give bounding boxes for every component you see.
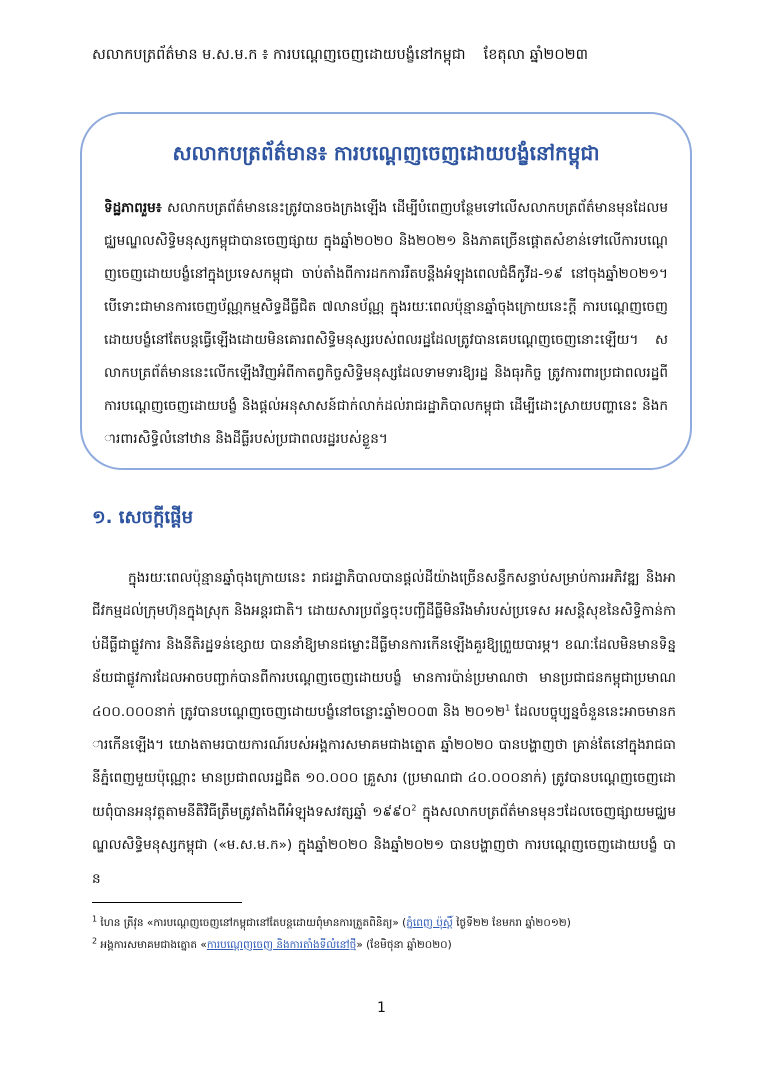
running-header-title: សលាកបត្រព័ត៌មាន ម.ស.ម.ក ៖ ការបណ្តេញចេញដោយបង្ខំនៅកម្ពុជា — [92, 47, 466, 63]
footnote-2-number: 2 — [92, 936, 98, 946]
footnote-1-date: ថ្ងៃទី២២ ខែមករា ឆ្នាំ២០១២) — [452, 917, 571, 929]
footnote-separator — [92, 902, 242, 903]
footnote-2 — [92, 934, 692, 956]
introduction-paragraph — [92, 562, 676, 887]
summary-title: សលាកបត្រព័ត៌មាន៖ ការបណ្តេញចេញដោយបង្ខំនៅកម្ពុជា — [172, 141, 600, 165]
footnote-2-text: អង្គការសមាគមជាងត្នោត « — [97, 939, 207, 951]
footnote-ref-1[interactable]: 1 — [505, 703, 511, 713]
footnotes — [92, 912, 692, 956]
summary-box — [80, 112, 692, 470]
introduction-text-part-2: ដែលបច្ចុប្បន្នចំនួននេះអាចមានការកើនឡើង។ យោងតាមរបាយការណ៍របស់អង្គការសមាគមជាងត្នោត ឆ្នាំ២០២០ បានបង្ហាញថា គ្រាន់តែនៅក្នុងរាជធានីភ្នំពេញមួយប៉ុណ្ណោះ មានប្រជាពលរដ្ឋជិត ១០.០០០ គ្រួសារ (ប្រមាណជា ៤០.០០០នាក់) ត្រូវបានបណ្តេញចេញដោយពុំបានអនុវត្តតាមនីតិវិធីត្រឹមត្រូវតាំងពីអំឡុងទសវត្សឆ្នាំ ១៩៩០ — [92, 703, 676, 820]
summary-label: ទិដ្ឋភាពរួម៖ — [104, 200, 162, 216]
footnote-1-link[interactable]: ភ្នំពេញ ប៉ុស្តិ៍ — [406, 917, 453, 929]
footnote-2-date: » (ខែមិថុនា ឆ្នាំ២០២០) — [356, 939, 452, 951]
summary-paragraph — [104, 192, 668, 456]
summary-body: សលាកបត្រព័ត៌មាននេះត្រូវបានចងក្រងឡើង ដើម្បីបំពេញបន្ថែមទៅលើសលាកបត្រព័ត៌មានមុនដែលមជ្ឈមណ្ឌលសិទ្ធិមនុស្សកម្ពុជាបានចេញផ្សាយ ក្នុងឆ្នាំ២០២០ និង២០២១ និងភាគច្រើនផ្តោតសំខាន់ទៅលើការបណ្តេញចេញដោយបង្ខំនៅក្នុងប្រទេសកម្ពុជា ចាប់តាំងពីការដកការរឹតបន្តឹងអំឡុងពេលជំងឺកូវីដ-១៩ នៅចុងឆ្នាំ២០២១។ បើទោះជាមានការចេញប័ណ្ណកម្មសិទ្ធដីធ្លីជិត ៧លានប័ណ្ណ ក្នុងរយៈពេលប៉ុន្មានឆ្នាំចុងក្រោយនេះក្តី ការបណ្តេញចេញដោយបង្ខំនៅតែបន្តធ្វើឡើងដោយមិនគោរពសិទ្ធិមនុស្សរបស់ពលរដ្ឋដែលត្រូវបានគេបណ្តេញចេញនោះឡើយ។ សលាកបត្រព័ត៌មាននេះលើកឡើងវិញអំពីកាតព្វកិច្ចសិទ្ធិមនុស្សដែលទាមទារឱ្យរដ្ឋ និងធុរកិច្ច ត្រូវការពារប្រជាពលរដ្ឋពីការបណ្តេញចេញដោយបង្ខំ និងផ្តល់អនុសាសន៍ជាក់លាក់ដល់រាជរដ្ឋាភិបាលកម្ពុជា ដើម្បីដោះស្រាយបញ្ហានេះ និងការពារសិទ្ធិលំនៅឋាន និងដីធ្លីរបស់ប្រជាពលរដ្ឋរបស់ខ្លួន។ — [104, 200, 668, 447]
footnote-1 — [92, 912, 692, 934]
page-number: 1 — [377, 1000, 386, 1016]
footnote-ref-2[interactable]: 2 — [411, 803, 417, 813]
introduction-text-part-1: ក្នុងរយៈពេលប៉ុន្មានឆ្នាំចុងក្រោយនេះ រាជរដ្ឋាភិបាលបានផ្តល់ដីយ៉ាងច្រើនសន្ធឹកសន្ធាប់សម្រាប់ការអភិវឌ្ឍ និងអាជីវកម្មដល់ក្រុមហ៊ុនក្នុងស្រុក និងអន្តរជាតិ។ ដោយសារប្រព័ន្ធចុះបញ្ជីដីធ្លីមិនរឹងមាំរបស់ប្រទេស អសន្តិសុខនៃសិទ្ធិកាន់កាប់ដីធ្លីជាផ្លូវការ និងនីតិរដ្ឋទន់ខ្សោយ បាននាំឱ្យមានជម្លោះដីធ្លីមានការកើនឡើងគួរឱ្យព្រួយបារម្ភ។ ខណៈដែលមិនមានទិន្នន័យជាផ្លូវការដែលអាចបញ្ជាក់បានពីការបណ្តេញចេញដោយបង្ខំ មានការប៉ាន់ប្រមាណថា មានប្រជាជនកម្ពុជាប្រមាណ ៤០០.០០០នាក់ ត្រូវបានបណ្តេញចេញដោយបង្ខំនៅចន្លោះឆ្នាំ២០០៣ និង ២០១២ — [92, 570, 676, 720]
running-header-date: ខែតុលា ឆ្នាំ២០២៣ — [483, 47, 589, 63]
footnote-1-text: ហៃន ត្រីវុន «ការបណ្តេញចេញនៅកម្ពុជានៅតែបន្តដោយពុំមានការត្រួតពិនិត្យ» ( — [97, 917, 407, 929]
section-heading-introduction: ១. សេចក្តីផ្តើម — [92, 507, 193, 528]
running-header — [92, 46, 692, 67]
footnote-1-number: 1 — [92, 914, 98, 924]
introduction-text-part-3: ក្នុងសលាកបត្រព័ត៌មានមុនៗដែលចេញផ្សាយមជ្ឈមណ្ឌលសិទ្ធិមនុស្សកម្ពុជា («ម.ស.ម.ក») ក្នុងឆ្នាំ២០២០ និងឆ្នាំ២០២១ បានបង្ហាញថា ការបណ្តេញចេញដោយបង្ខំ បាន — [92, 803, 676, 887]
footnote-2-link[interactable]: ការបណ្តេញចេញ និងការតាំងទីលំនៅថ្មី — [206, 939, 357, 951]
